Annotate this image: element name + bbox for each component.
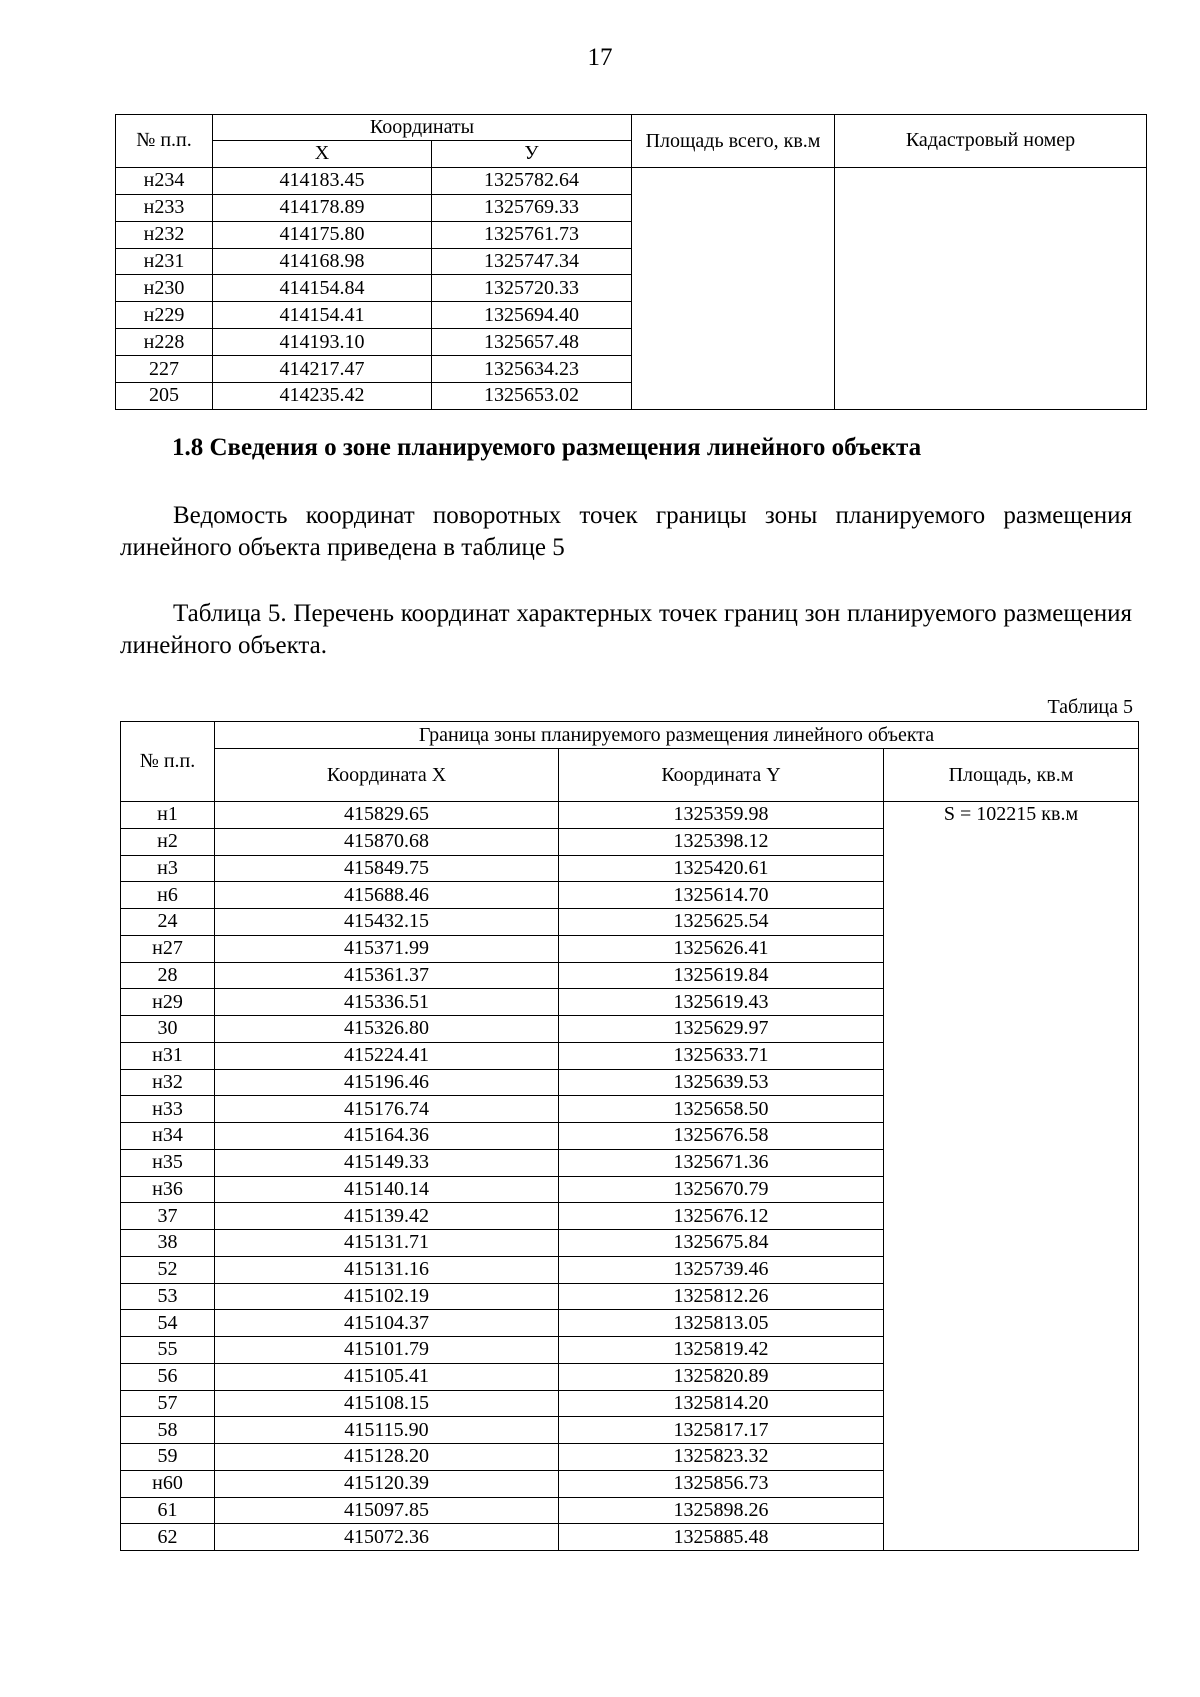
cell-num: н34 — [121, 1123, 215, 1150]
cell-num: н2 — [121, 828, 215, 855]
cell-y: 1325625.54 — [559, 909, 884, 936]
cell-x: 415140.14 — [215, 1176, 559, 1203]
cell-area-value: S = 102215 кв.м — [884, 802, 1139, 1551]
cell-x: 415101.79 — [215, 1337, 559, 1364]
cell-y: 1325823.32 — [559, 1444, 884, 1471]
cell-num: н3 — [121, 855, 215, 882]
cell-y: 1325819.42 — [559, 1337, 884, 1364]
header-num: № п.п. — [116, 115, 213, 168]
cell-y: 1325813.05 — [559, 1310, 884, 1337]
cell-num: 53 — [121, 1283, 215, 1310]
cell-y: 1325359.98 — [559, 802, 884, 829]
page-number: 17 — [587, 44, 613, 71]
cell-num: н29 — [121, 989, 215, 1016]
cell-x: 414217.47 — [213, 356, 432, 383]
cell-y: 1325812.26 — [559, 1283, 884, 1310]
header-coordinates: Координаты — [213, 115, 632, 141]
cell-num: 57 — [121, 1390, 215, 1417]
cell-num: н35 — [121, 1149, 215, 1176]
cell-x: 415108.15 — [215, 1390, 559, 1417]
cell-num: 227 — [116, 356, 213, 383]
table-intro-paragraph: Таблица 5. Перечень координат характерных точек границ зон планируемого размещения линейного объекта. — [120, 600, 1132, 659]
cell-x: 415115.90 — [215, 1417, 559, 1444]
cell-num: 37 — [121, 1203, 215, 1230]
cell-x: 415336.51 — [215, 989, 559, 1016]
cell-y: 1325653.02 — [432, 383, 632, 410]
cell-y: 1325420.61 — [559, 855, 884, 882]
cell-num: н232 — [116, 221, 213, 248]
cell-y: 1325676.12 — [559, 1203, 884, 1230]
cell-y: 1325633.71 — [559, 1042, 884, 1069]
cell-x: 414154.84 — [213, 275, 432, 302]
cell-x: 415072.36 — [215, 1524, 559, 1551]
cell-num: н27 — [121, 935, 215, 962]
cell-y: 1325747.34 — [432, 248, 632, 275]
header-num: № п.п. — [121, 722, 215, 802]
header-area: Площадь, кв.м — [884, 749, 1139, 802]
table-caption: Таблица 5 — [1047, 696, 1133, 718]
cell-x: 415102.19 — [215, 1283, 559, 1310]
cell-y: 1325761.73 — [432, 221, 632, 248]
cell-x: 415131.71 — [215, 1230, 559, 1257]
cell-num: 54 — [121, 1310, 215, 1337]
cell-y: 1325817.17 — [559, 1417, 884, 1444]
cell-area — [632, 167, 835, 409]
cell-y: 1325658.50 — [559, 1096, 884, 1123]
cell-x: 415139.42 — [215, 1203, 559, 1230]
cell-num: 52 — [121, 1256, 215, 1283]
cell-x: 415688.46 — [215, 882, 559, 909]
cell-num: н234 — [116, 167, 213, 194]
cell-x: 415829.65 — [215, 802, 559, 829]
cell-y: 1325629.97 — [559, 1016, 884, 1043]
cell-y: 1325657.48 — [432, 329, 632, 356]
cell-num: 28 — [121, 962, 215, 989]
cell-x: 415105.41 — [215, 1363, 559, 1390]
cell-num: н230 — [116, 275, 213, 302]
header-cadastral: Кадастровый номер — [835, 115, 1147, 168]
header-x: X — [213, 141, 432, 168]
cell-y: 1325885.48 — [559, 1524, 884, 1551]
cell-num: 59 — [121, 1444, 215, 1471]
cell-x: 414235.42 — [213, 383, 432, 410]
header-zone-boundary: Граница зоны планируемого размещения линейного объекта — [215, 722, 1139, 749]
cell-x: 415128.20 — [215, 1444, 559, 1471]
cell-x: 415131.16 — [215, 1256, 559, 1283]
cell-num: 61 — [121, 1497, 215, 1524]
header-area: Площадь всего, кв.м — [632, 115, 835, 168]
cell-y: 1325856.73 — [559, 1470, 884, 1497]
cell-x: 415120.39 — [215, 1470, 559, 1497]
cell-y: 1325814.20 — [559, 1390, 884, 1417]
cell-x: 414154.41 — [213, 302, 432, 329]
table-row — [121, 802, 1139, 829]
cell-num: н31 — [121, 1042, 215, 1069]
cell-y: 1325820.89 — [559, 1363, 884, 1390]
header-y: У — [432, 141, 632, 168]
cell-num: н60 — [121, 1470, 215, 1497]
cell-num: н33 — [121, 1096, 215, 1123]
cell-num: н36 — [121, 1176, 215, 1203]
cell-x: 415176.74 — [215, 1096, 559, 1123]
cell-num: н6 — [121, 882, 215, 909]
cell-x: 415224.41 — [215, 1042, 559, 1069]
cell-num: н229 — [116, 302, 213, 329]
section-heading: 1.8 Сведения о зоне планируемого размещения линейного объекта — [172, 434, 922, 461]
coordinates-table-continued — [115, 114, 1147, 410]
cell-num: 56 — [121, 1363, 215, 1390]
cell-y: 1325671.36 — [559, 1149, 884, 1176]
cell-y: 1325739.46 — [559, 1256, 884, 1283]
header-coordinate-y: Координата Y — [559, 749, 884, 802]
cell-y: 1325782.64 — [432, 167, 632, 194]
cell-y: 1325675.84 — [559, 1230, 884, 1257]
cell-y: 1325619.84 — [559, 962, 884, 989]
cell-num: 30 — [121, 1016, 215, 1043]
cell-x: 414183.45 — [213, 167, 432, 194]
cell-num: 38 — [121, 1230, 215, 1257]
cell-cadastral — [835, 167, 1147, 409]
cell-num: 62 — [121, 1524, 215, 1551]
paragraph: Ведомость координат поворотных точек границы зоны планируемого размещения линейного объекта приведена в таблице 5 — [120, 502, 1132, 561]
cell-y: 1325639.53 — [559, 1069, 884, 1096]
cell-y: 1325670.79 — [559, 1176, 884, 1203]
cell-x: 415432.15 — [215, 909, 559, 936]
cell-num: 55 — [121, 1337, 215, 1364]
cell-num: н228 — [116, 329, 213, 356]
cell-y: 1325619.43 — [559, 989, 884, 1016]
cell-y: 1325398.12 — [559, 828, 884, 855]
zone-coordinates-table — [120, 721, 1139, 1551]
header-coordinate-x: Координата X — [215, 749, 559, 802]
cell-num: н231 — [116, 248, 213, 275]
cell-x: 415149.33 — [215, 1149, 559, 1176]
cell-num: н1 — [121, 802, 215, 829]
cell-x: 415361.37 — [215, 962, 559, 989]
cell-y: 1325626.41 — [559, 935, 884, 962]
cell-y: 1325676.58 — [559, 1123, 884, 1150]
cell-num: 205 — [116, 383, 213, 410]
table-row — [116, 167, 1147, 194]
cell-y: 1325634.23 — [432, 356, 632, 383]
cell-x: 414175.80 — [213, 221, 432, 248]
cell-num: н32 — [121, 1069, 215, 1096]
cell-x: 415371.99 — [215, 935, 559, 962]
cell-x: 415104.37 — [215, 1310, 559, 1337]
cell-x: 415164.36 — [215, 1123, 559, 1150]
cell-x: 415196.46 — [215, 1069, 559, 1096]
cell-y: 1325614.70 — [559, 882, 884, 909]
cell-x: 414178.89 — [213, 194, 432, 221]
cell-y: 1325720.33 — [432, 275, 632, 302]
cell-x: 415326.80 — [215, 1016, 559, 1043]
cell-x: 415097.85 — [215, 1497, 559, 1524]
cell-x: 414168.98 — [213, 248, 432, 275]
cell-y: 1325769.33 — [432, 194, 632, 221]
cell-y: 1325898.26 — [559, 1497, 884, 1524]
cell-y: 1325694.40 — [432, 302, 632, 329]
cell-x: 414193.10 — [213, 329, 432, 356]
cell-num: 24 — [121, 909, 215, 936]
cell-x: 415870.68 — [215, 828, 559, 855]
cell-num: 58 — [121, 1417, 215, 1444]
cell-num: н233 — [116, 194, 213, 221]
cell-x: 415849.75 — [215, 855, 559, 882]
